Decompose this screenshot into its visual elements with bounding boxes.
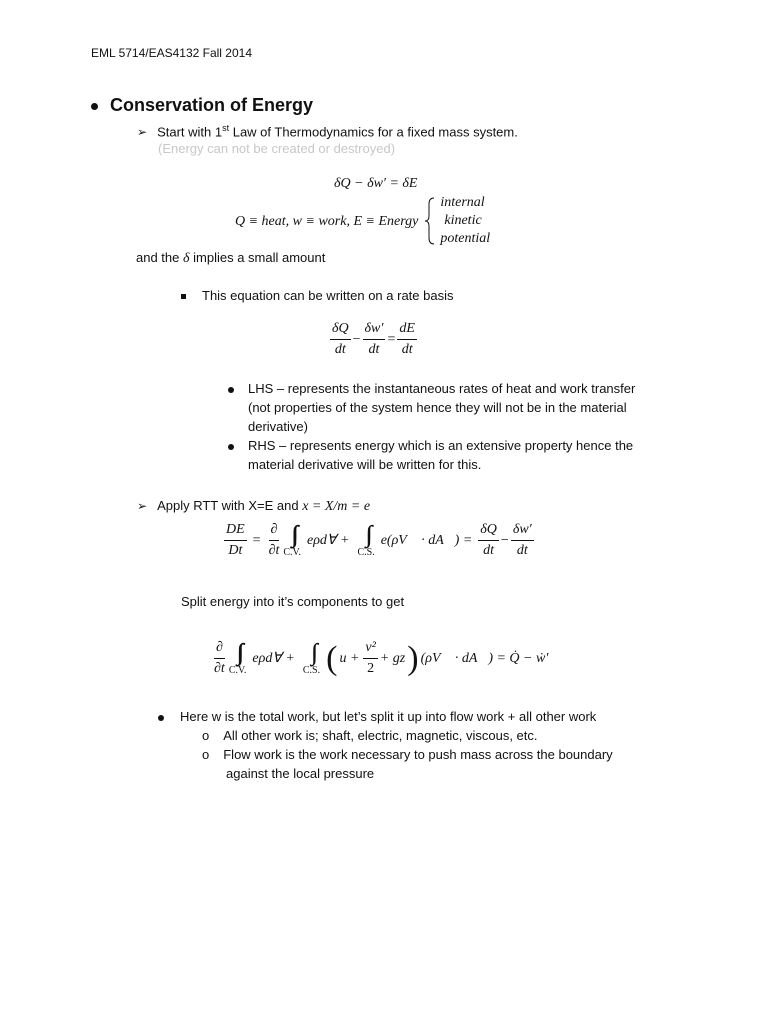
term-kinetic: kinetic bbox=[444, 213, 482, 228]
square-bullet-icon bbox=[181, 294, 186, 299]
list-item: derivative) bbox=[248, 419, 308, 434]
bullet-dot-icon bbox=[228, 444, 234, 450]
work-note-sub1: o All other work is; shaft, electric, magnetic, viscous, etc. bbox=[202, 728, 538, 743]
rtt-math: x = X/m = e bbox=[302, 499, 371, 514]
arrow-bullet-icon: ➢ bbox=[137, 499, 148, 513]
energy-equation: $\frac{\partial}{\partial t}$ C.V. eρd∀ + C.S. ( u + $\frac{\text{v²}}{2}$ + gz ) (ρV⃗ · dA⃗) = Q̇ − ẇ′ bbox=[214, 639, 549, 677]
rate-equation: $\frac{\delta Q}{dt}$ − $\frac{\delta w'}{dt}$ = $\frac{dE}{dt}$ bbox=[332, 321, 415, 357]
document-header: EML 5714/EAS4132 Fall 2014 bbox=[91, 46, 252, 60]
section-title-text: Conservation of Energy bbox=[110, 95, 314, 115]
work-note-sub2: o Flow work is the work necessary to push mass across the boundary bbox=[202, 747, 613, 762]
bullet-dot-icon bbox=[158, 715, 164, 721]
section-title bbox=[91, 95, 313, 116]
bullet-dot-icon bbox=[228, 387, 234, 393]
rtt-line: ➢ Apply RTT with X=E and x = X/m = e bbox=[137, 498, 371, 514]
term-potential: potential bbox=[440, 231, 491, 246]
triple-integral-icon: C.V. bbox=[283, 546, 301, 558]
delta-line: and the δ implies a small amount bbox=[136, 250, 326, 266]
double-integral-icon: C.S. bbox=[302, 664, 321, 676]
split-text: Split energy into it’s components to get bbox=[181, 594, 405, 609]
equation-first-law: δQ − δw′ = δE bbox=[334, 176, 418, 191]
work-note-main: Here w is the total work, but let’s split it up into flow work + all other work bbox=[158, 707, 596, 726]
triple-integral-icon: C.V. bbox=[228, 664, 247, 676]
list-item: LHS – represents the instantaneous rates of heat and work transfer bbox=[228, 379, 635, 398]
circle-bullet-icon: o bbox=[202, 747, 210, 762]
circle-bullet-icon: o bbox=[202, 728, 210, 743]
intro-note: (Energy can not be created or destroyed) bbox=[158, 141, 396, 156]
bullet-dot-icon bbox=[91, 103, 98, 110]
equation-definitions bbox=[235, 194, 490, 248]
curly-brace-icon bbox=[424, 196, 436, 246]
intro-post: Law of Thermodynamics for a fixed mass system. bbox=[229, 124, 518, 140]
rtt-equation: $\frac{DE}{Dt}$ = $\frac{\partial}{\partial t}$ C.V. eρd∀ + C.S. e(ρV⃗ · dA⃗) = $\frac{\delta Q}{dt}$ − $\frac{\delta w'}{dt}$ bbox=[226, 522, 532, 558]
double-integral-icon: C.S. bbox=[357, 546, 375, 558]
definitions-text: Q ≡ heat, w ≡ work, E ≡ Energy bbox=[235, 214, 419, 229]
intro-pre: Start with 1 bbox=[157, 124, 223, 140]
rate-basis-line: This equation can be written on a rate basis bbox=[181, 286, 453, 305]
arrow-bullet-icon: ➢ bbox=[137, 125, 148, 140]
list-item: material derivative will be written for this. bbox=[248, 457, 482, 472]
list-item: (not properties of the system hence they will not be in the material bbox=[248, 400, 627, 415]
term-internal: internal bbox=[440, 195, 485, 210]
intro-sup: st bbox=[222, 123, 230, 133]
lhs-rhs-list bbox=[228, 379, 635, 474]
work-note-sub2-cont: against the local pressure bbox=[226, 766, 375, 781]
list-item: RHS – represents energy which is an extensive property hence the bbox=[228, 436, 635, 455]
delta-symbol: δ bbox=[183, 251, 190, 266]
